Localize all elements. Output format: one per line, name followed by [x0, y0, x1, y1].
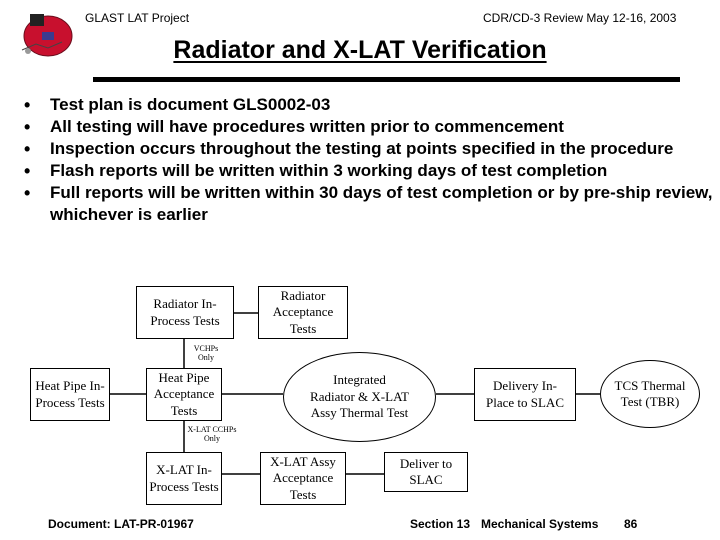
delivery-inplace-label: Delivery In-Place to SLAC [486, 378, 564, 410]
bullet-item: • Full reports will be written within 30 days of test completion or by pre-ship review, whichever is earlier [24, 182, 718, 226]
vchps-only-label: VCHPs Only [193, 344, 219, 362]
deliver-slac-box [384, 452, 468, 492]
radiator-acceptance-label: Radiator Acceptance Tests [272, 287, 334, 336]
section-label: Section 13 [410, 517, 471, 531]
xlat-inprocess-label: X-LAT In-Process Tests [149, 462, 219, 494]
xlat-cchps-only-label: X-LAT CCHPs Only [187, 425, 237, 443]
xlat-acceptance-box [260, 452, 346, 505]
bullet-item: • Test plan is document GLS0002-03 [24, 94, 718, 116]
radiator-inprocess-box [136, 286, 234, 339]
integrated-thermal-label: Integrated Radiator & X-LAT Assy Thermal Test [310, 372, 409, 421]
delivery-inplace-box [474, 368, 576, 421]
integrated-thermal-ellipse [283, 352, 436, 442]
heatpipe-acceptance-box [146, 368, 222, 421]
radiator-inprocess-label: Radiator In-Process Tests [150, 296, 220, 328]
bullet-item: • All testing will have procedures written prior to commencement [24, 116, 718, 138]
bullet-item: • Flash reports will be written within 3 working days of test completion [24, 160, 718, 182]
deliver-slac-label: Deliver to SLAC [399, 455, 453, 487]
page-number: 86 [624, 517, 638, 531]
project-name: GLAST LAT Project [85, 11, 190, 25]
heatpipe-inprocess-label: Heat Pipe In-Process Tests [35, 378, 105, 410]
review-info: CDR/CD-3 Review May 12-16, 2003 [483, 11, 677, 25]
tcs-thermal-label: TCS Thermal Test (TBR) [614, 377, 686, 409]
bullet-item: • Inspection occurs throughout the testing at points specified in the procedure [24, 138, 718, 160]
heatpipe-acceptance-label: Heat Pipe Acceptance Tests [153, 369, 215, 418]
xlat-acceptance-label: X-LAT Assy Acceptance Tests [270, 453, 336, 502]
radiator-acceptance-box [258, 286, 348, 339]
tcs-thermal-ellipse [600, 360, 700, 428]
heatpipe-inprocess-box [30, 368, 110, 421]
subsystem-label: Mechanical Systems [481, 517, 599, 531]
slide-title: Radiator and X-LAT Verification [173, 36, 547, 64]
document-number: Document: LAT-PR-01967 [48, 517, 194, 531]
xlat-inprocess-box [146, 452, 222, 505]
